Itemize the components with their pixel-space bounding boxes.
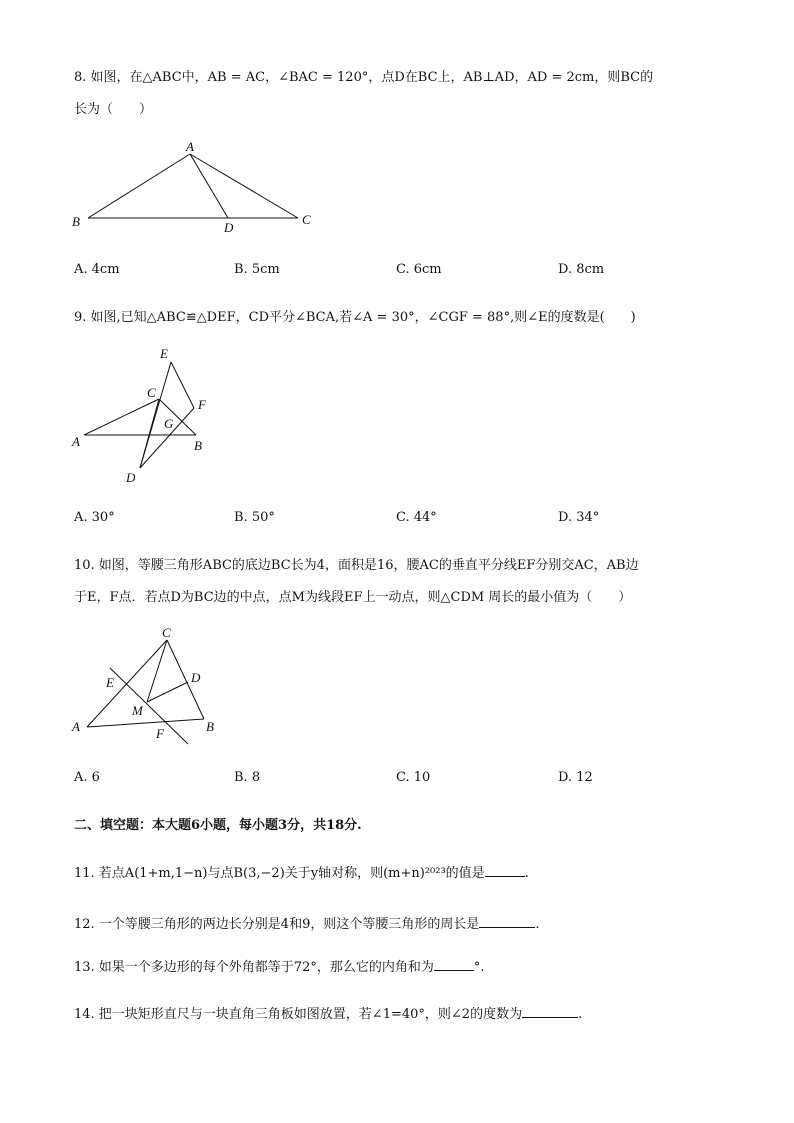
q9-congruent-triangles-figure: [64, 342, 244, 492]
q9-label-b: B: [194, 438, 202, 453]
q9-label-d: D: [126, 470, 136, 485]
q13-text: 13. 如果一个多边形的每个外角都等于72°，那么它的内角和为: [74, 960, 434, 975]
q8-options: [74, 262, 734, 280]
q9-label-g: G: [164, 416, 174, 431]
q8-label-a: A: [186, 140, 194, 154]
q11-answer-blank[interactable]: [485, 864, 525, 877]
q10-side-ac: [87, 640, 167, 727]
q11-end: .: [524, 866, 529, 881]
q8-label-c: C: [302, 212, 311, 227]
q10-isosceles-triangle-figure: [64, 620, 234, 750]
q10-label-m: M: [132, 703, 143, 718]
q13-line: [74, 956, 485, 975]
q9-option-d[interactable]: D. 34°: [558, 510, 600, 525]
q10-segment-cm: [147, 640, 167, 702]
q14-text: 14. 把一块矩形直尺与一块直角三角板如图放置，若∠1=40°，则∠2的度数为: [74, 1007, 523, 1022]
q10-option-a[interactable]: A. 6: [74, 770, 100, 785]
q10-label-e: E: [106, 675, 114, 690]
q10-label-f: F: [156, 726, 164, 741]
q9-side-ef: [171, 362, 194, 408]
q10-side-ab: [87, 719, 204, 727]
q10-option-b[interactable]: B. 8: [234, 770, 261, 785]
q12-answer-blank[interactable]: [479, 915, 535, 928]
q9-label-c: C: [147, 385, 156, 400]
q9-label-a: A: [72, 434, 80, 449]
q8-option-a[interactable]: A. 4cm: [74, 262, 120, 277]
q10-stem-line1: 10. 如图，等腰三角形ABC的底边BC长为4，面积是16，腰AC的垂直平分线EF分别交AC，AB边: [74, 558, 639, 573]
q10-option-d[interactable]: D. 12: [558, 770, 593, 785]
q8-side-ab: [88, 154, 190, 218]
q14-end: .: [578, 1007, 583, 1022]
q10-options: [74, 770, 734, 788]
q9-label-f: F: [198, 397, 206, 412]
q9-options: [74, 510, 734, 528]
q11-line: [74, 862, 529, 881]
q13-answer-blank[interactable]: [434, 958, 474, 971]
q9-option-a[interactable]: A. 30°: [74, 510, 115, 525]
q10-label-a: A: [72, 719, 80, 734]
q9-stem-line1: 9. 如图,已知△ABC≌△DEF，CD平分∠BCA,若∠A = 30°，∠CGF = 88°,则∠E的度数是( ): [74, 310, 636, 325]
q10-option-c[interactable]: C. 10: [396, 770, 431, 785]
q8-label-d: D: [224, 220, 234, 235]
q8-option-b[interactable]: B. 5cm: [234, 262, 280, 277]
q10-bisector-ef: [110, 668, 188, 744]
q10-segment-dm: [147, 682, 188, 702]
q9-label-e: E: [160, 346, 168, 361]
q9-option-c[interactable]: C. 44°: [396, 510, 437, 525]
q10-label-b: B: [206, 719, 214, 734]
q12-line: [74, 913, 540, 932]
q8-label-b: B: [72, 214, 80, 229]
q8-stem-line1: 8. 如图，在△ABC中，AB = AC，∠BAC = 120°，点D在BC上，AB⊥AD，AD = 2cm，则BC的: [74, 70, 654, 85]
q10-stem-line2: 于E，F点．若点D为BC边的中点，点M为线段EF上一动点，则△CDM 周长的最小值为（ ）: [74, 590, 632, 605]
q12-end: .: [535, 917, 540, 932]
q8-triangle-figure: [64, 140, 324, 240]
q8-option-d[interactable]: D. 8cm: [558, 262, 605, 277]
q9-side-de: [140, 362, 171, 468]
q8-option-c[interactable]: C. 6cm: [396, 262, 442, 277]
q9-side-ac: [84, 399, 159, 435]
q14-line: [74, 1003, 582, 1022]
q9-option-b[interactable]: B. 50°: [234, 510, 275, 525]
q8-stem-line2: 长为（ ）: [74, 102, 153, 117]
q10-label-c: C: [162, 625, 171, 640]
q8-side-ac: [190, 154, 298, 218]
section-2-heading: 二、填空题：本大题6小题，每小题3分，共18分.: [74, 818, 362, 833]
q13-end: °.: [473, 960, 485, 975]
q14-answer-blank[interactable]: [522, 1005, 578, 1018]
q8-segment-ad: [190, 154, 228, 218]
q10-label-d: D: [191, 670, 201, 685]
q11-text: 11. 若点A(1+m,1−n)与点B(3,−2)关于y轴对称，则(m+n)²⁰²³的值是: [74, 866, 485, 881]
q12-text: 12. 一个等腰三角形的两边长分别是4和9，则这个等腰三角形的周长是: [74, 917, 480, 932]
